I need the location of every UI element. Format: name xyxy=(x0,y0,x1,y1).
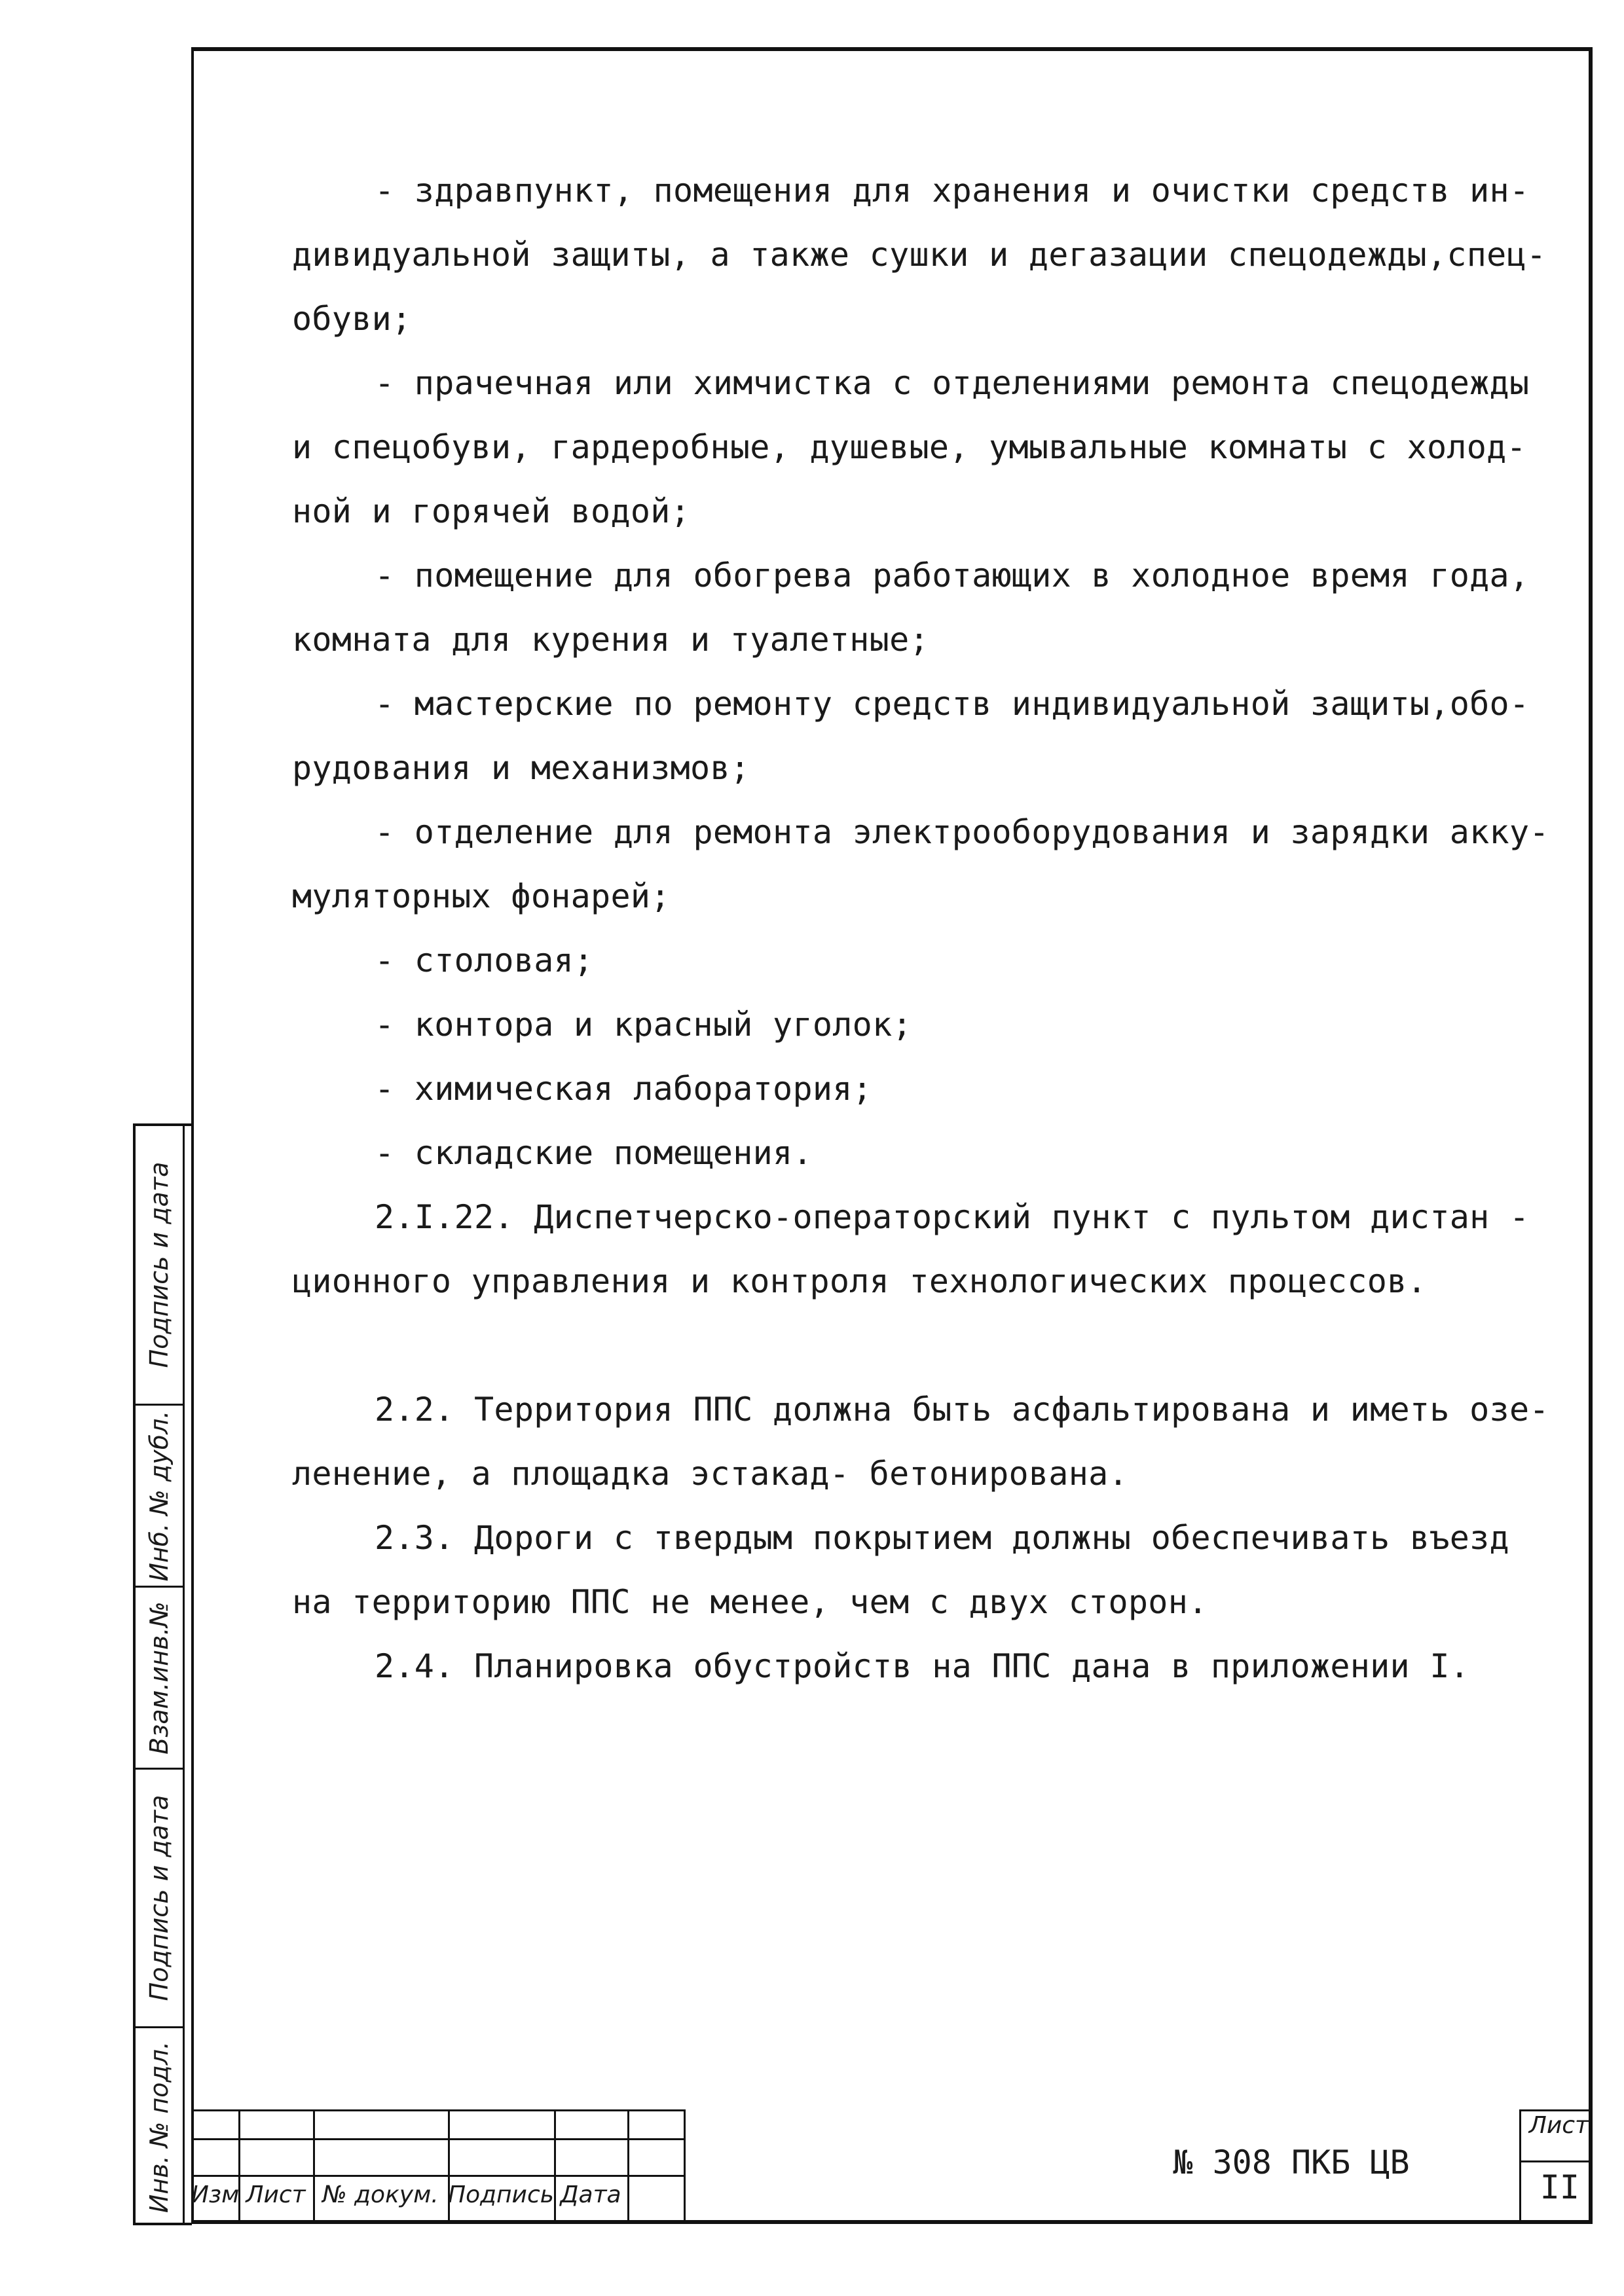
tb-rule xyxy=(191,2175,684,2177)
text-line: рудования и механизмов; xyxy=(292,749,750,787)
text-line: и спецобуви, гардеробные, душевые, умывальные комнаты с холод- xyxy=(292,428,1526,466)
stamp-label: Подпись и дата xyxy=(145,1161,174,1368)
left-stamp xyxy=(133,1123,192,2225)
stamp-label: Инб. № дубл. xyxy=(145,1410,174,1582)
tb-rule xyxy=(1519,2109,1593,2111)
stamp-cell-replacement-inv xyxy=(136,1588,183,1770)
col-label-document: № докум. xyxy=(322,2181,439,2208)
stamp-cell-signature-date xyxy=(136,1126,183,1406)
text-line: - мастерские по ремонту средств индивидуальной защиты,обо- xyxy=(375,685,1530,723)
sheet-number: II xyxy=(1540,2168,1579,2206)
text-line: дивидуальной защиты, а также сушки и дегазации спецодежды,спец- xyxy=(292,236,1547,274)
col-label-change: Изм xyxy=(191,2181,240,2208)
text-line: ленение, а площадка эстакад- бетонирована. xyxy=(292,1455,1128,1493)
text-line: 2.4. Планировка обустройств на ППС дана в приложении I. xyxy=(375,1647,1470,1685)
stamp-divider xyxy=(183,1126,185,2223)
col-label-date: Дата xyxy=(560,2181,621,2208)
tb-col xyxy=(627,2109,629,2224)
text-line: 2.2. Территория ППС должна быть асфальтирована и иметь озе- xyxy=(375,1391,1549,1429)
text-line: - отделение для ремонта электрооборудования и зарядки акку- xyxy=(375,813,1549,851)
tb-col xyxy=(684,2109,686,2224)
text-line: - столовая; xyxy=(375,941,594,979)
text-line: ционного управления и контроля технологических процессов. xyxy=(292,1262,1427,1300)
text-line: - прачечная или химчистка с отделениями ремонта спецодежды xyxy=(375,364,1530,402)
stamp-label: Инв. № подл. xyxy=(145,2041,174,2213)
col-label-signature: Подпись xyxy=(448,2181,554,2208)
text-line: - помещение для обогрева работающих в холодное время года, xyxy=(375,556,1530,594)
text-line: муляторных фонарей; xyxy=(292,877,671,915)
stamp-cell-original-inv xyxy=(136,2028,183,2225)
text-line: - складские помещения. xyxy=(375,1134,813,1172)
text-line: 2.3. Дороги с твердым покрытием должны обеспечивать въезд xyxy=(375,1519,1509,1557)
tb-rule xyxy=(191,2138,684,2140)
text-line: ной и горячей водой; xyxy=(292,492,691,530)
text-line: на территорию ППС не менее, чем с двух сторон. xyxy=(292,1583,1208,1621)
title-block xyxy=(191,2109,1593,2224)
stamp-cell-duplicate-inv xyxy=(136,1406,183,1588)
paragraph-gap xyxy=(292,1313,1559,1377)
text-line: комната для курения и туалетные; xyxy=(292,621,929,659)
text-line: - контора и красный уголок; xyxy=(375,1006,912,1044)
text-line: обуви; xyxy=(292,300,412,338)
document-number: № 308 ПКБ ЦВ xyxy=(1173,2143,1410,2181)
stamp-cell-signature-date-2 xyxy=(136,1770,183,2028)
sheet-label: Лист xyxy=(1528,2112,1589,2139)
tb-rule xyxy=(191,2109,684,2111)
col-label-sheet: Лист xyxy=(246,2181,306,2208)
text-line: 2.I.22. Диспетчерско-операторский пункт с пультом дистан - xyxy=(375,1198,1530,1236)
document-body xyxy=(292,158,1559,1698)
stamp-label: Взам.инв.№ xyxy=(145,1601,174,1755)
stamp-label: Подпись и дата xyxy=(145,1795,174,2001)
text-line: - химическая лаборатория; xyxy=(375,1070,873,1108)
text-line: - здравпункт, помещения для хранения и очистки средств ин- xyxy=(375,172,1530,210)
